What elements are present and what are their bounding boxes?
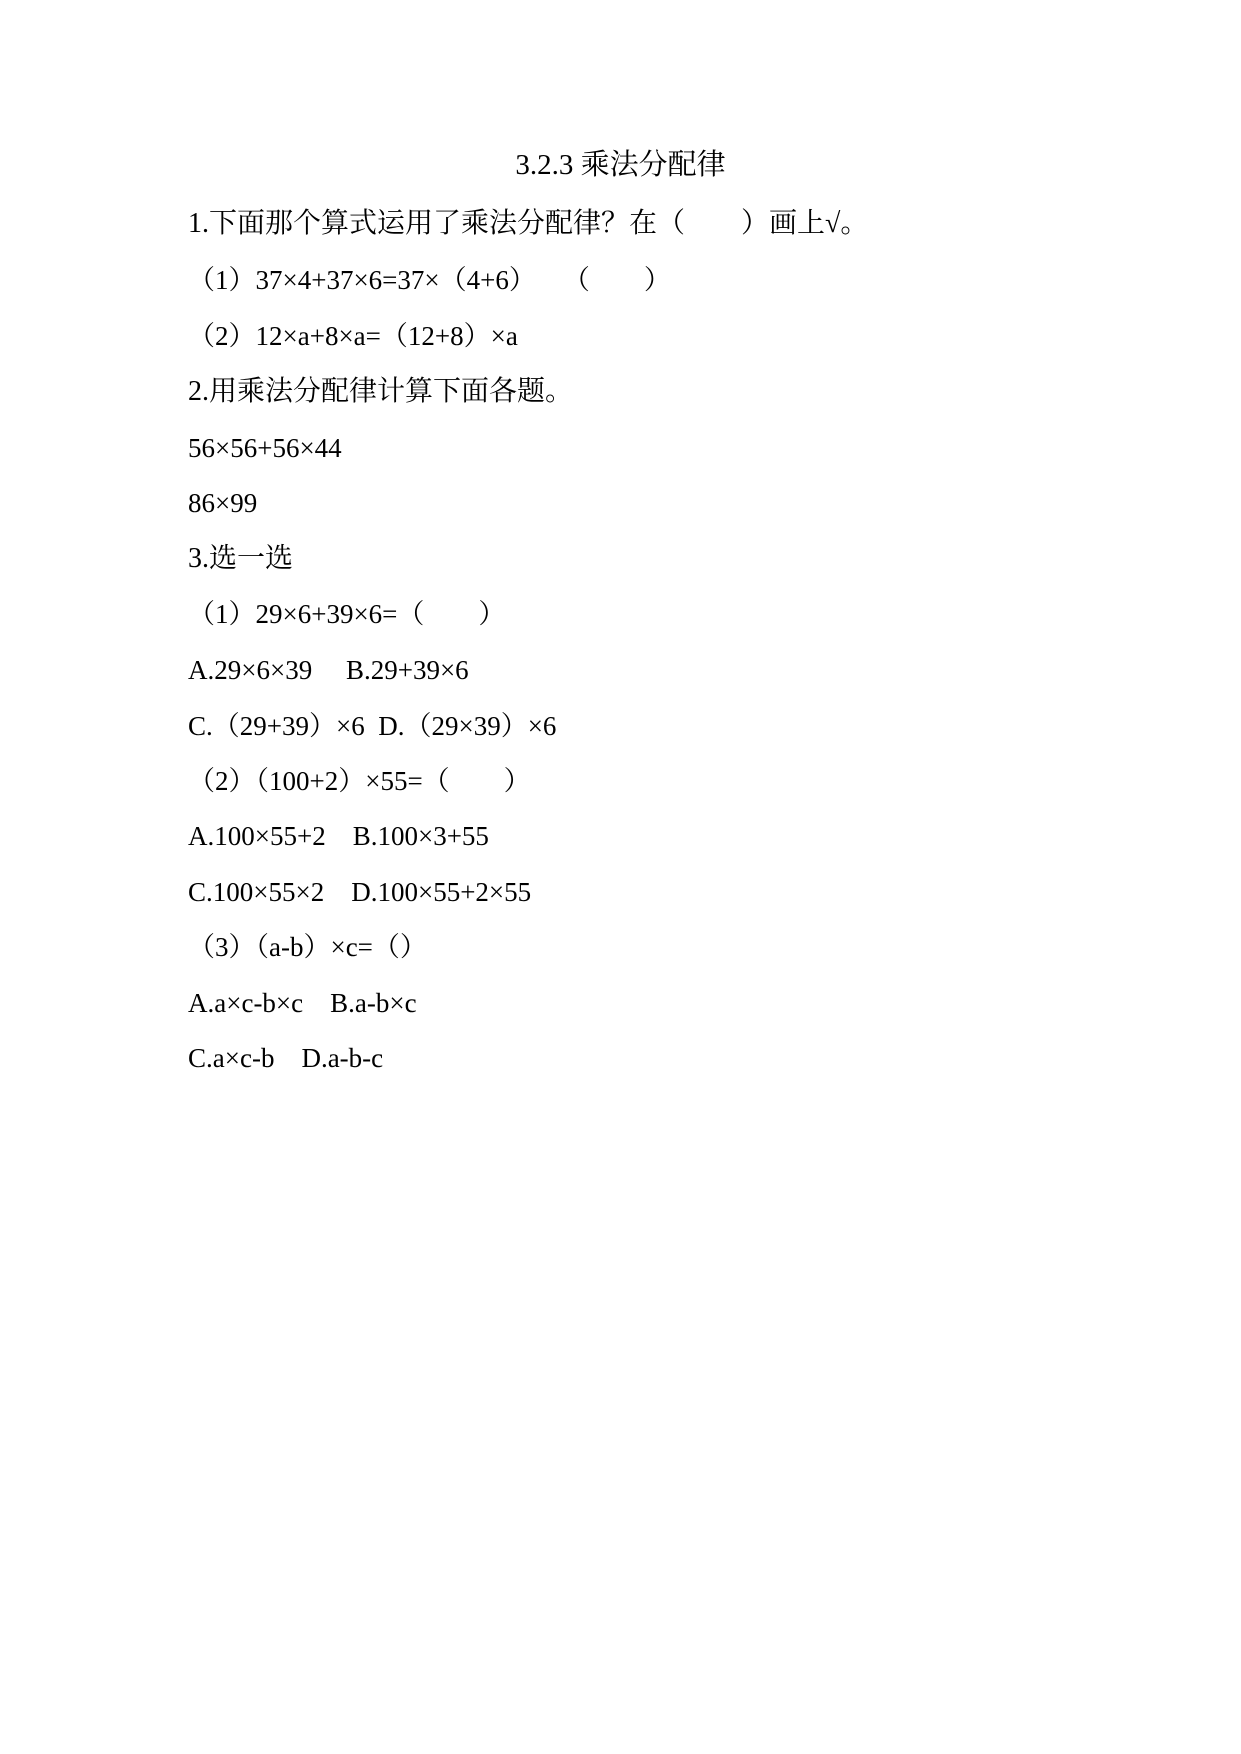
question-3-part-2-options-row-2: C.100×55×2 D.100×55+2×55 <box>188 877 532 907</box>
page-title: 3.2.3 乘法分配律 <box>515 149 726 181</box>
question-1-item-2: （2）12×a+8×a=（12+8）×a <box>188 321 518 351</box>
question-2-item-2: 86×99 <box>188 488 258 518</box>
question-3-part-2-options-row-1: A.100×55+2 B.100×3+55 <box>188 821 489 851</box>
question-2-prompt: 2.用乘法分配律计算下面各题。 <box>188 376 574 407</box>
question-1-prompt: 1.下面那个算式运用了乘法分配律？在（ ）画上√。 <box>188 208 869 239</box>
question-3-part-1-question: （1）29×6+39×6=（ ） <box>188 599 506 629</box>
question-1-item-1: （1）37×4+37×6=37×（4+6） （ ） <box>188 265 671 295</box>
question-3-part-1-options-row-1: A.29×6×39 B.29+39×6 <box>188 655 469 685</box>
question-3-part-2-question: （2）（100+2）×55=（ ） <box>188 766 531 796</box>
question-2-item-1: 56×56+56×44 <box>188 433 342 463</box>
question-3-prompt: 3.选一选 <box>188 543 294 574</box>
question-3-part-3-options-row-1: A.a×c-b×c B.a-b×c <box>188 988 417 1018</box>
question-3-part-1-options-row-2: C.（29+39）×6 D.（29×39）×6 <box>188 711 557 741</box>
question-3-part-3-options-row-2: C.a×c-b D.a-b-c <box>188 1043 384 1073</box>
question-3-part-3-question: （3）（a-b）×c=（） <box>188 932 427 962</box>
